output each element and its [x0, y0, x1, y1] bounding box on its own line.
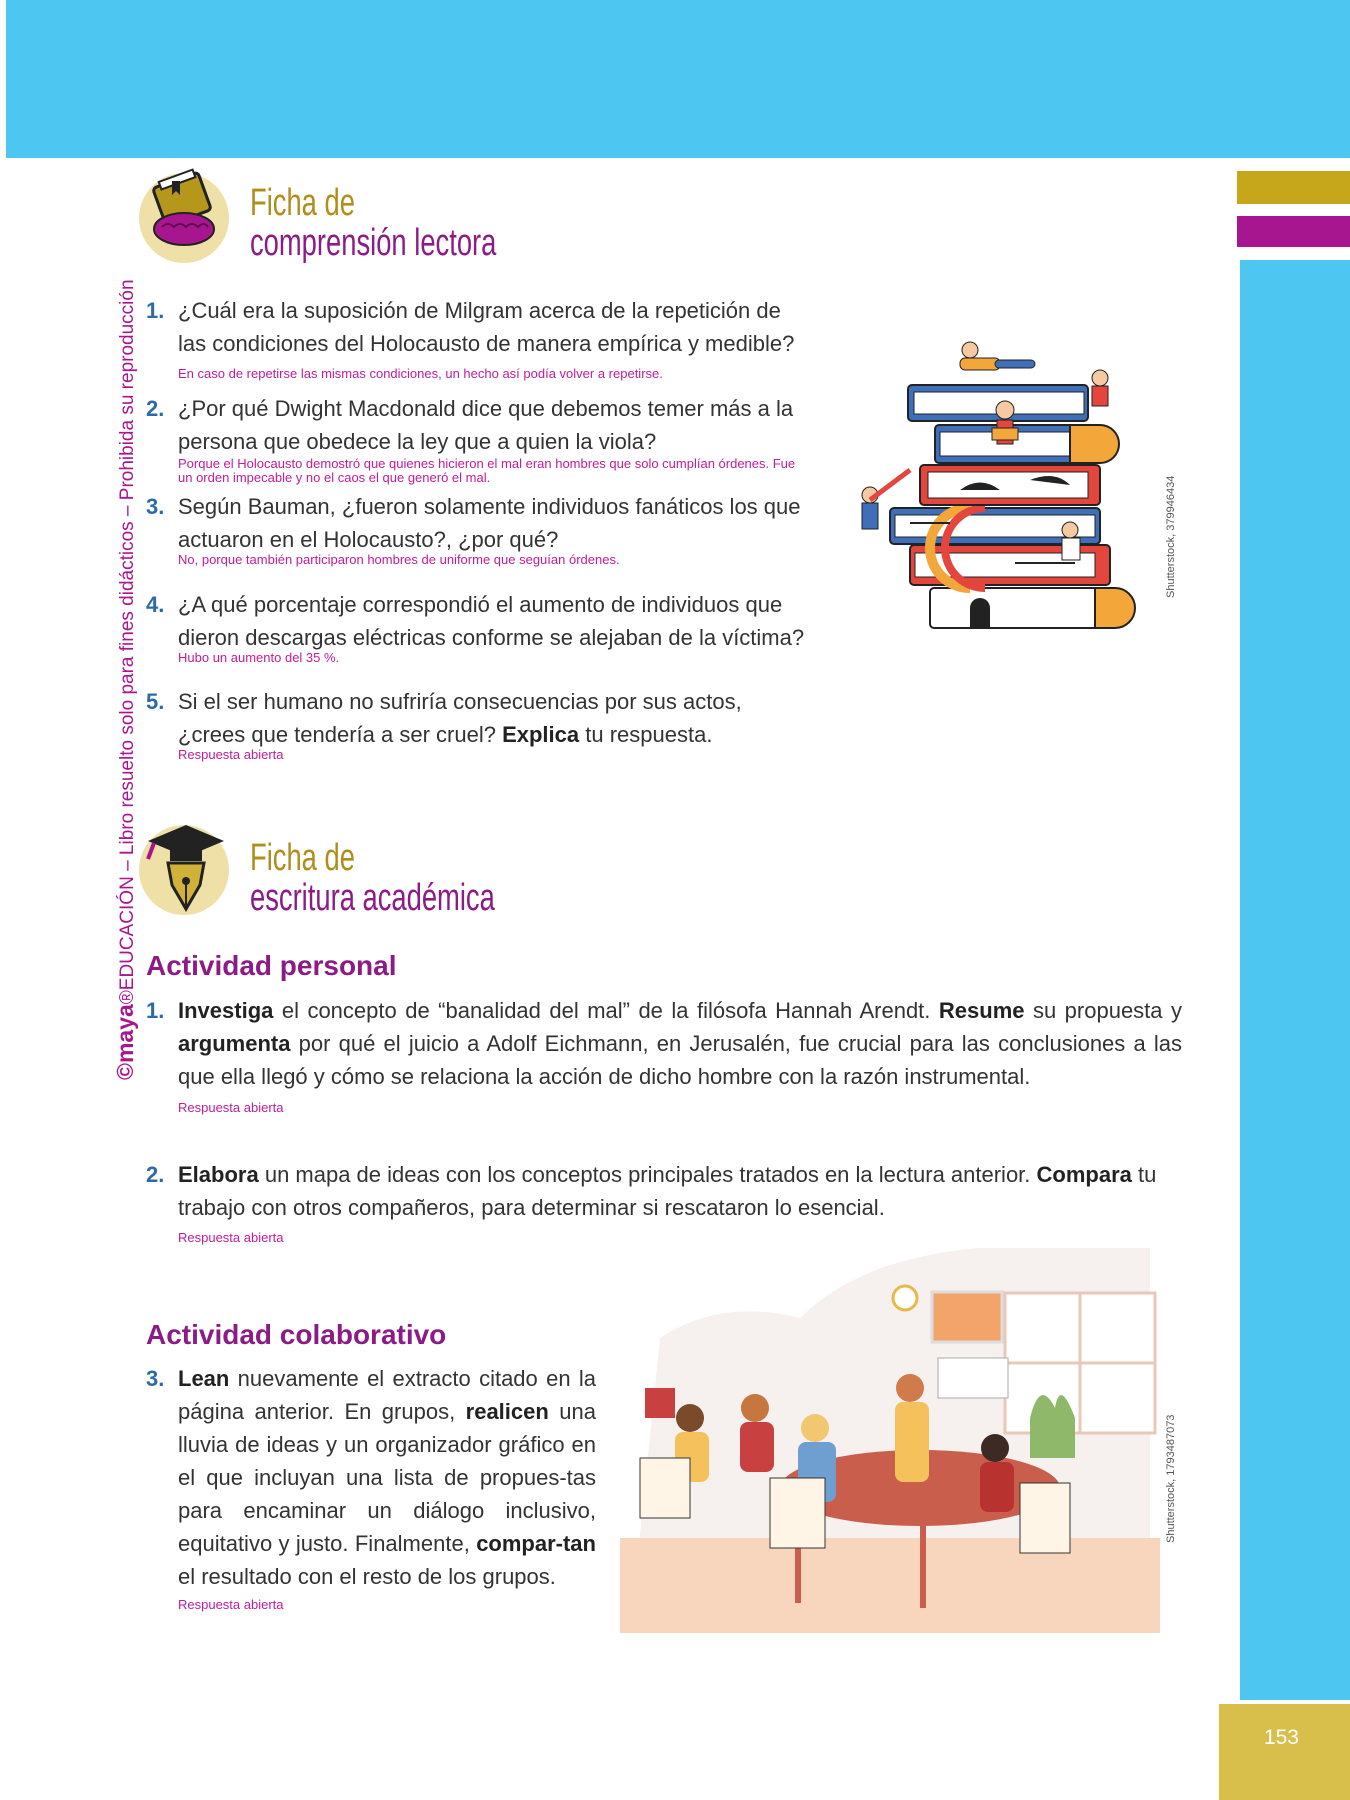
- bold-verb: Resume: [938, 998, 1025, 1023]
- answer-1: En caso de repetirse las mismas condiciones, un hecho así podía volver a repetirse.: [178, 366, 663, 381]
- answer-3: No, porque también participaron hombres de uniforme que seguían órdenes.: [178, 552, 620, 567]
- vertical-copyright-caption: [112, 279, 139, 1080]
- collab-item-3: [146, 1362, 596, 1593]
- reading-question-3: [146, 490, 808, 556]
- graduation-pen-icon: [134, 815, 234, 915]
- writing-section-title: [250, 838, 495, 918]
- writing-title-line1: Ficha de: [250, 837, 355, 879]
- item-text: nuevamente el extracto citado en la página anterior. En grupos,: [178, 1366, 596, 1424]
- answer-2: Porque el Holocausto demostró que quienes hicieron el mal eran hombres que solo cumplían órdenes. Fue un orden impecable y no el caos el que generó el mal.: [178, 456, 796, 485]
- bold-verb: Elabora: [178, 1162, 259, 1187]
- group-meeting-illustration: [620, 1248, 1160, 1633]
- bold-verb: argumenta: [178, 1031, 291, 1056]
- question-number: 5.: [146, 689, 165, 714]
- top-color-band: [0, 0, 1350, 158]
- image-credit-1: Shutterstock, 379946434: [1165, 475, 1177, 598]
- reading-question-5: [146, 685, 808, 751]
- reading-title-line2: comprensión lectora: [250, 222, 497, 264]
- answer-4: Hubo un aumento del 35 %.: [178, 650, 340, 665]
- item-text: tu trabajo con otros compañeros, para determinar si rescataron lo esencial.: [178, 1162, 1157, 1220]
- writing-title-line2: escritura académica: [250, 877, 495, 919]
- item-text: una lluvia de ideas y un organizador gráfico en el que incluyan una lista de propues-tas para encaminar un diálogo inclusivo, equitativo y justo. Finalmente,: [178, 1399, 596, 1556]
- brand-logo-text: ©maya: [112, 1004, 138, 1080]
- reading-section-title: [250, 183, 496, 263]
- answer-writing-2: Respuesta abierta: [178, 1230, 284, 1245]
- book-brain-icon: [134, 163, 234, 263]
- answer-writing-1: Respuesta abierta: [178, 1100, 284, 1115]
- question-text: ¿Por qué Dwight Macdonald dice que debemos temer más a la persona que obedece la ley que a quien la viola?: [178, 396, 794, 454]
- bold-verb: compar-tan: [476, 1531, 596, 1556]
- item-text: el resultado con el resto de los grupos.: [178, 1564, 556, 1589]
- page-number-box: [1219, 1704, 1350, 1800]
- question-text: Si el ser humano no sufriría consecuencias por sus actos, ¿crees que tendería a ser cruel?: [178, 689, 742, 747]
- collaborative-activity-heading: Actividad colaborativo: [146, 1319, 447, 1350]
- personal-activity-heading: Actividad personal: [146, 950, 397, 981]
- magenta-tab: [1237, 216, 1350, 247]
- item-number: 3.: [146, 1366, 165, 1391]
- bold-verb: Investiga: [178, 998, 274, 1023]
- copyright-text: ®EDUCACIÓN – Libro resuelto solo para fines didácticos – Prohibida su reproducción: [117, 279, 138, 1005]
- item-text: por qué el juicio a Adolf Eichmann, en Jerusalén, fue crucial para las conclusiones a las que ella llegó y cómo se relaciona la acción de dicho hombre con la razón instrumental.: [178, 1031, 1182, 1089]
- item-text: el concepto de “banalidad del mal” de la filósofa Hannah Arendt.: [281, 998, 931, 1023]
- reading-question-1: [146, 294, 808, 360]
- item-number: 1.: [146, 998, 165, 1023]
- image-credit-2: Shutterstock, 1793487073: [1165, 1414, 1177, 1543]
- page-number: 153: [1263, 1726, 1299, 1749]
- writing-item-1: [146, 994, 1182, 1093]
- writing-item-2: [146, 1158, 1182, 1224]
- answer-5: Respuesta abierta: [178, 747, 284, 762]
- book-stack-illustration: [840, 340, 1160, 640]
- answer-collab: Respuesta abierta: [178, 1597, 284, 1612]
- top-band-edge: [0, 0, 6, 158]
- item-text: su propuesta y: [1032, 998, 1182, 1023]
- question-number: 4.: [146, 592, 165, 617]
- question-number: 1.: [146, 298, 165, 323]
- question-number: 2.: [146, 396, 165, 421]
- question-number: 3.: [146, 494, 165, 519]
- item-number: 2.: [146, 1162, 165, 1187]
- question-text: Según Bauman, ¿fueron solamente individuos fanáticos los que actuaron en el Holocausto?, ¿por qué?: [178, 494, 801, 552]
- item-text: un mapa de ideas con los conceptos principales tratados en la lectura anterior.: [264, 1162, 1031, 1187]
- gold-tab: [1237, 171, 1350, 204]
- question-text: ¿Cuál era la suposición de Milgram acerca de la repetición de las condiciones del Holocausto de manera empírica y medible?: [178, 298, 795, 356]
- bold-verb: Compara: [1036, 1162, 1132, 1187]
- question-text-end: tu respuesta.: [585, 722, 713, 747]
- reading-question-4: [146, 588, 808, 654]
- bold-verb: Explica: [502, 722, 580, 747]
- reading-title-line1: Ficha de: [250, 182, 355, 224]
- bold-verb: Lean: [178, 1366, 230, 1391]
- right-side-bar: [1240, 260, 1350, 1700]
- bold-verb: realicen: [465, 1399, 549, 1424]
- reading-question-2: [146, 392, 808, 458]
- question-text: ¿A qué porcentaje correspondió el aumento de individuos que dieron descargas eléctricas conforme se alejaban de la víctima?: [178, 592, 805, 650]
